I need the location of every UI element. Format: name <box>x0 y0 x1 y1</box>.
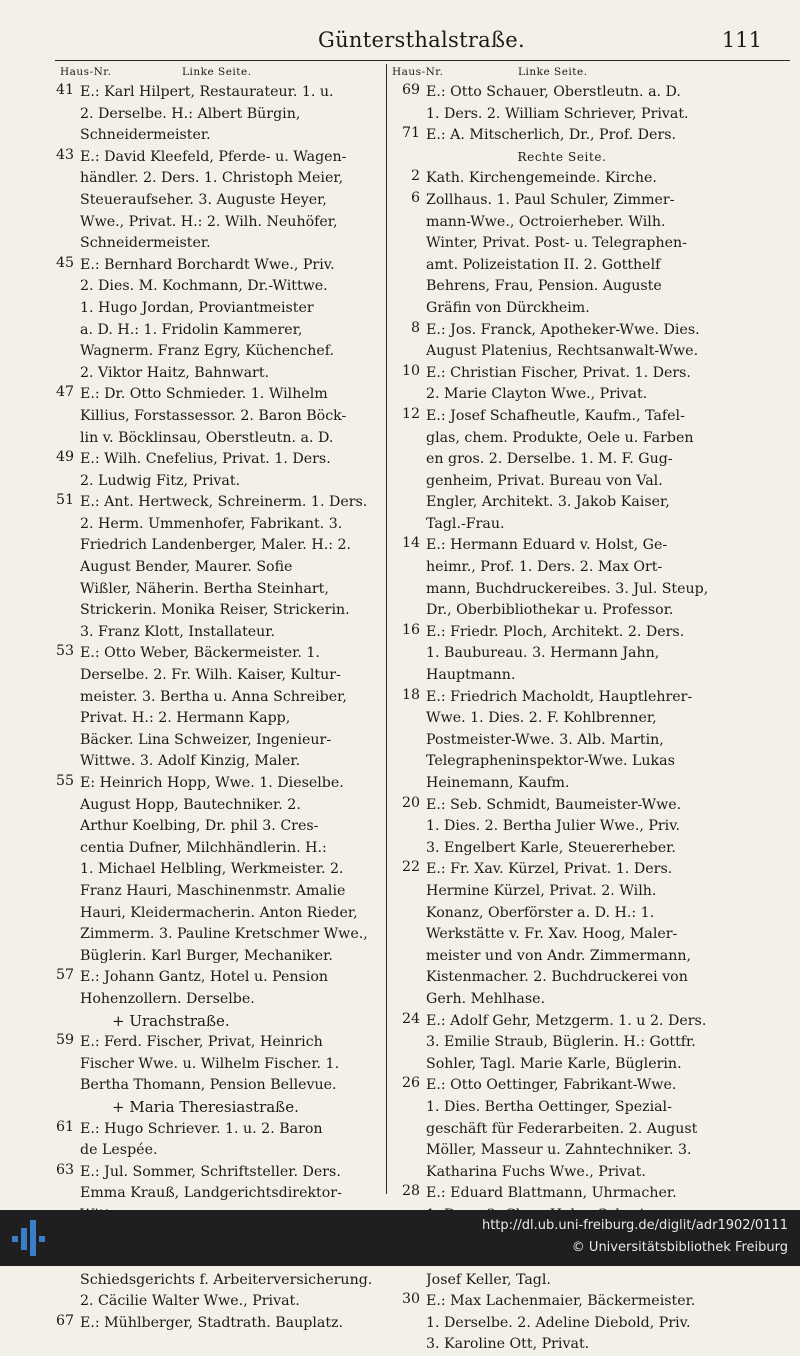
entry-line: August Bender, Maurer. Sofie <box>80 559 293 576</box>
library-logo-icon <box>10 1220 46 1256</box>
house-number: 47 <box>55 384 74 401</box>
house-number: 67 <box>55 1312 74 1329</box>
entry-line: Schneidermeister. <box>80 127 211 144</box>
entry-line: Arthur Koelbing, Dr. phil 3. Cres- <box>80 818 319 835</box>
house-number: 2 <box>410 168 420 185</box>
entry-line: Fischer Wwe. u. Wilhelm Fischer. 1. <box>80 1055 340 1072</box>
entry-line: E.: Max Lachenmaier, Bäckermeister. <box>426 1293 696 1310</box>
right-column <box>388 66 736 1356</box>
address-entry <box>42 82 394 147</box>
entry-line: Dr., Oberbibliothekar u. Professor. <box>426 602 674 619</box>
entry-line: amt. Polizeistation II. 2. Gotthelf <box>426 256 661 273</box>
entry-line: Wwe. 1. Dies. 2. F. Kohlbrenner, <box>426 710 657 727</box>
entry-line: E.: Dr. Otto Schmieder. 1. Wilhelm <box>80 386 328 403</box>
entry-line: 2. Cäcilie Walter Wwe., Privat. <box>80 1293 300 1310</box>
entry-line: Zollhaus. 1. Paul Schuler, Zimmer- <box>426 191 675 208</box>
address-entry <box>388 535 736 621</box>
entry-line: genheim, Privat. Bureau von Val. <box>426 472 663 489</box>
entry-line: Wwe., Privat. H.: 2. Wilh. Neuhöfer, <box>80 213 338 230</box>
entry-line: 1. Hugo Jordan, Proviantmeister <box>80 299 314 316</box>
entry-line: Schiedsgerichts f. Arbeiterversicherung. <box>80 1271 373 1288</box>
entry-line: E.: Eduard Blattmann, Uhrmacher. <box>426 1185 677 1202</box>
side-label: Linke Seite. <box>182 66 252 78</box>
entry-line: 3. Karoline Ott, Privat. <box>426 1336 590 1353</box>
entry-line: Wißler, Näherin. Bertha Steinhart, <box>80 580 329 597</box>
house-number: 61 <box>55 1118 74 1135</box>
entry-line: Kistenmacher. 2. Buchdruckerei von <box>426 969 688 986</box>
house-number: 22 <box>401 859 420 876</box>
entry-line: 1. Dies. Bertha Oettinger, Spezial- <box>426 1098 672 1115</box>
entry-line: Schneidermeister. <box>80 235 211 252</box>
house-number: 6 <box>410 189 420 206</box>
entry-line: Derselbe. 2. Fr. Wilh. Kaiser, Kultur- <box>80 667 341 684</box>
entry-line: Kath. Kirchengemeinde. Kirche. <box>426 170 657 187</box>
entry-line: 1. Michael Helbling, Werkmeister. 2. <box>80 861 344 878</box>
entry-line: August Platenius, Rechtsanwalt-Wwe. <box>426 343 699 360</box>
side-label: Linke Seite. <box>518 66 588 78</box>
entry-line: Killius, Forstassessor. 2. Baron Böck- <box>80 407 347 424</box>
house-number: 10 <box>401 362 420 379</box>
address-entry <box>388 687 736 795</box>
entry-line: E.: Ferd. Fischer, Privat, Heinrich <box>80 1034 323 1051</box>
entry-line: E.: Johann Gantz, Hotel u. Pension <box>80 969 329 986</box>
entry-line: E.: Wilh. Cnefelius, Privat. 1. Ders. <box>80 451 331 468</box>
address-entry <box>42 492 394 643</box>
entry-line: Hauri, Kleidermacherin. Anton Rieder, <box>80 904 358 921</box>
address-entry <box>388 859 736 1010</box>
address-entry <box>388 320 736 363</box>
entry-line: E.: Otto Weber, Bäckermeister. 1. <box>80 645 320 662</box>
address-entry <box>388 82 736 125</box>
entry-line: E.: Mühlberger, Stadtrath. Bauplatz. <box>80 1314 344 1331</box>
entry-line: centia Dufner, Milchhändlerin. H.: <box>80 839 327 856</box>
entry-line: heimr., Prof. 1. Ders. 2. Max Ort- <box>426 559 663 576</box>
header-rule <box>55 60 790 61</box>
page-title: Güntersthalstraße. <box>318 28 526 52</box>
address-entry <box>388 363 736 406</box>
entry-line: geschäft für Federarbeiten. 2. August <box>426 1120 698 1137</box>
entry-line: Tagl.-Frau. <box>426 515 505 532</box>
entry-line: Engler, Architekt. 3. Jakob Kaiser, <box>426 494 670 511</box>
house-nr-label: Haus-Nr. <box>392 66 444 78</box>
house-number: 41 <box>55 82 74 98</box>
entry-line: Katharina Fuchs Wwe., Privat. <box>426 1163 646 1180</box>
entry-line: E.: Friedr. Ploch, Architekt. 2. Ders. <box>426 623 685 640</box>
house-number: 20 <box>401 794 420 811</box>
house-number: 43 <box>55 146 74 163</box>
page-header <box>0 28 800 58</box>
entry-line: 1. Baubureau. 3. Hermann Jahn, <box>426 645 660 662</box>
left-column <box>42 66 394 1334</box>
entry-line: Hauptmann. <box>426 667 516 684</box>
entry-line: Telegrapheninspektor-Wwe. Lukas <box>426 753 675 770</box>
address-entry <box>42 1313 394 1335</box>
address-entry <box>388 125 736 147</box>
house-number: 8 <box>410 319 420 336</box>
house-number: 69 <box>401 82 420 98</box>
entry-line: E.: David Kleefeld, Pferde- u. Wagen- <box>80 148 347 165</box>
address-entry <box>388 1011 736 1076</box>
entry-line: Steueraufseher. 3. Auguste Heyer, <box>80 191 327 208</box>
entry-line: 3. Engelbert Karle, Steuererheber. <box>426 839 676 856</box>
house-number: 63 <box>55 1161 74 1178</box>
address-entry <box>42 1032 394 1097</box>
entry-line: Wagnerm. Franz Egry, Küchenchef. <box>80 343 335 360</box>
entry-line: glas, chem. Produkte, Oele u. Farben <box>426 429 694 446</box>
entry-line: Emma Krauß, Landgerichtsdirektor- <box>80 1185 342 1202</box>
entry-line: E.: Seb. Schmidt, Baumeister-Wwe. <box>426 796 682 813</box>
entry-line: E.: Christian Fischer, Privat. 1. Ders. <box>426 364 691 381</box>
entry-line: meister und von Andr. Zimmermann, <box>426 947 692 964</box>
side-subheading: Rechte Seite. <box>517 149 607 164</box>
entry-line: en gros. 2. Derselbe. 1. M. F. Gug- <box>426 451 673 468</box>
house-number: 55 <box>55 773 74 789</box>
column-header <box>388 66 736 80</box>
entry-line: Privat. H.: 2. Hermann Kapp, <box>80 710 291 727</box>
entry-line: 1. Derselbe. 2. Adeline Diebold, Priv. <box>426 1314 691 1331</box>
address-entry <box>42 147 394 255</box>
address-entry <box>42 1119 394 1162</box>
entry-line: Büglerin. Karl Burger, Mechaniker. <box>80 947 333 964</box>
entry-line: Wittwe. 3. Adolf Kinzig, Maler. <box>80 753 301 770</box>
entry-line: mann-Wwe., Octroierheber. Wilh. <box>426 213 666 230</box>
entry-line: E.: Karl Hilpert, Restaurateur. 1. u. <box>80 84 334 100</box>
source-url-link[interactable]: http://dl.ub.uni-freiburg.de/diglit/adr1902/0111 <box>481 1218 788 1233</box>
entry-line: E.: Hugo Schriever. 1. u. 2. Baron <box>80 1120 323 1137</box>
house-number: 18 <box>401 686 420 703</box>
entry-line: Bäcker. Lina Schweizer, Ingenieur- <box>80 731 332 748</box>
entry-line: Sohler, Tagl. Marie Karle, Büglerin. <box>426 1055 682 1072</box>
entry-line: 3. Emilie Straub, Büglerin. H.: Gottfr. <box>426 1034 696 1051</box>
house-number: 45 <box>55 254 74 271</box>
address-entry <box>388 1291 736 1356</box>
entry-line: E.: Jos. Franck, Apotheker-Wwe. Dies. <box>426 321 700 338</box>
entry-line: Friedrich Landenberger, Maler. H.: 2. <box>80 537 352 554</box>
address-entry <box>42 643 394 773</box>
entry-line: Konanz, Oberförster a. D. H.: 1. <box>426 904 655 921</box>
entry-line: E.: Hermann Eduard v. Holst, Ge- <box>426 537 668 554</box>
entry-line: Gerh. Mehlhase. <box>426 990 546 1007</box>
entry-line: Bertha Thomann, Pension Bellevue. <box>80 1077 337 1094</box>
address-entry <box>388 622 736 687</box>
entry-line: 2. Derselbe. H.: Albert Bürgin, <box>80 105 301 122</box>
entry-line: Hohenzollern. Derselbe. <box>80 990 255 1007</box>
entry-line: 2. Viktor Haitz, Bahnwart. <box>80 364 270 381</box>
entry-line: de Lespée. <box>80 1142 158 1159</box>
entry-line: E.: Otto Oettinger, Fabrikant-Wwe. <box>426 1077 677 1094</box>
entry-line: 2. Dies. M. Kochmann, Dr.-Wittwe. <box>80 278 328 295</box>
entry-line: Zimmerm. 3. Pauline Kretschmer Wwe., <box>80 926 368 943</box>
entry-line: Heinemann, Kaufm. <box>426 775 570 791</box>
address-entry <box>42 255 394 385</box>
entry-line: E.: Josef Schafheutle, Kaufm., Tafel- <box>426 407 685 424</box>
page-number: 111 <box>721 28 762 52</box>
entry-line: E.: Adolf Gehr, Metzgerm. 1. u 2. Ders. <box>426 1012 707 1029</box>
house-number: 26 <box>401 1075 420 1092</box>
entry-line: E.: Fr. Xav. Kürzel, Privat. 1. Ders. <box>426 861 673 878</box>
house-nr-label: Haus-Nr. <box>60 66 112 78</box>
copyright-text: © Universitätsbibliothek Freiburg <box>571 1240 788 1255</box>
entry-line: a. D. H.: 1. Fridolin Kammerer, <box>80 321 303 338</box>
entry-line: 2. Herm. Ummenhofer, Fabrikant. 3. <box>80 515 343 532</box>
entry-line: Gräfin von Dürckheim. <box>426 299 590 316</box>
entry-line: Strickerin. Monika Reiser, Strickerin. <box>80 602 350 619</box>
entry-line: E.: Ant. Hertweck, Schreinerm. 1. Ders. <box>80 494 368 511</box>
address-entry <box>42 449 394 492</box>
house-number: 14 <box>401 535 420 552</box>
entry-line: 3. Franz Klott, Installateur. <box>80 623 276 640</box>
entry-line: E.: Bernhard Borchardt Wwe., Priv. <box>80 256 335 273</box>
cross-street-heading: + Maria Theresiastraße. <box>112 1097 299 1116</box>
house-number: 59 <box>55 1032 74 1049</box>
address-entry <box>388 168 736 190</box>
entry-line: meister. 3. Bertha u. Anna Schreiber, <box>80 688 347 705</box>
house-number: 53 <box>55 643 74 660</box>
column-header <box>42 66 394 80</box>
address-entry <box>42 384 394 449</box>
entry-line: lin v. Böcklinsau, Oberstleutn. a. D. <box>80 429 334 446</box>
house-number: 28 <box>401 1183 420 1200</box>
entry-line: E: Heinrich Hopp, Wwe. 1. Dieselbe. <box>80 775 344 791</box>
house-number: 16 <box>401 621 420 638</box>
house-number: 49 <box>55 449 74 466</box>
address-entry <box>388 795 736 860</box>
entry-line: E.: Otto Schauer, Oberstleutn. a. D. <box>426 84 681 100</box>
entry-line: Behrens, Frau, Pension. Auguste <box>426 278 662 295</box>
entry-line: 1. Ders. 2. William Schriever, Privat. <box>426 105 689 122</box>
entry-line: Möller, Masseur u. Zahntechniker. 3. <box>426 1142 692 1159</box>
entry-line: Franz Hauri, Maschinenmstr. Amalie <box>80 882 346 899</box>
footer-bar <box>0 1210 800 1266</box>
entry-line: Josef Keller, Tagl. <box>426 1271 551 1288</box>
house-number: 57 <box>55 967 74 984</box>
entry-line: händler. 2. Ders. 1. Christoph Meier, <box>80 170 344 187</box>
house-number: 30 <box>401 1291 420 1308</box>
cross-street-heading: + Urachstraße. <box>112 1011 230 1030</box>
address-entry <box>42 967 394 1010</box>
entry-line: August Hopp, Bautechniker. 2. <box>80 796 301 813</box>
entry-line: 1. Dies. 2. Bertha Julier Wwe., Priv. <box>426 818 681 835</box>
house-number: 24 <box>401 1010 420 1027</box>
entry-line: Hermine Kürzel, Privat. 2. Wilh. <box>426 882 657 899</box>
address-entry <box>388 190 736 320</box>
entry-line: E.: A. Mitscherlich, Dr., Prof. Ders. <box>426 127 677 144</box>
entry-line: Postmeister-Wwe. 3. Alb. Martin, <box>426 731 664 748</box>
address-entry <box>42 773 394 967</box>
house-number: 51 <box>55 492 74 509</box>
entry-line: Winter, Privat. Post- u. Telegraphen- <box>426 235 687 252</box>
entry-line: Werkstätte v. Fr. Xav. Hoog, Maler- <box>426 926 678 943</box>
address-entry <box>388 1075 736 1183</box>
house-number: 71 <box>401 125 420 142</box>
address-entry <box>388 406 736 536</box>
house-number: 12 <box>401 405 420 422</box>
entry-line: E.: Jul. Sommer, Schriftsteller. Ders. <box>80 1163 341 1180</box>
entry-line: mann, Buchdruckereibes. 3. Jul. Steup, <box>426 580 709 597</box>
entry-line: 2. Marie Clayton Wwe., Privat. <box>426 386 648 403</box>
entry-line: 2. Ludwig Fitz, Privat. <box>80 472 241 489</box>
entry-line: E.: Friedrich Macholdt, Hauptlehrer- <box>426 688 693 705</box>
